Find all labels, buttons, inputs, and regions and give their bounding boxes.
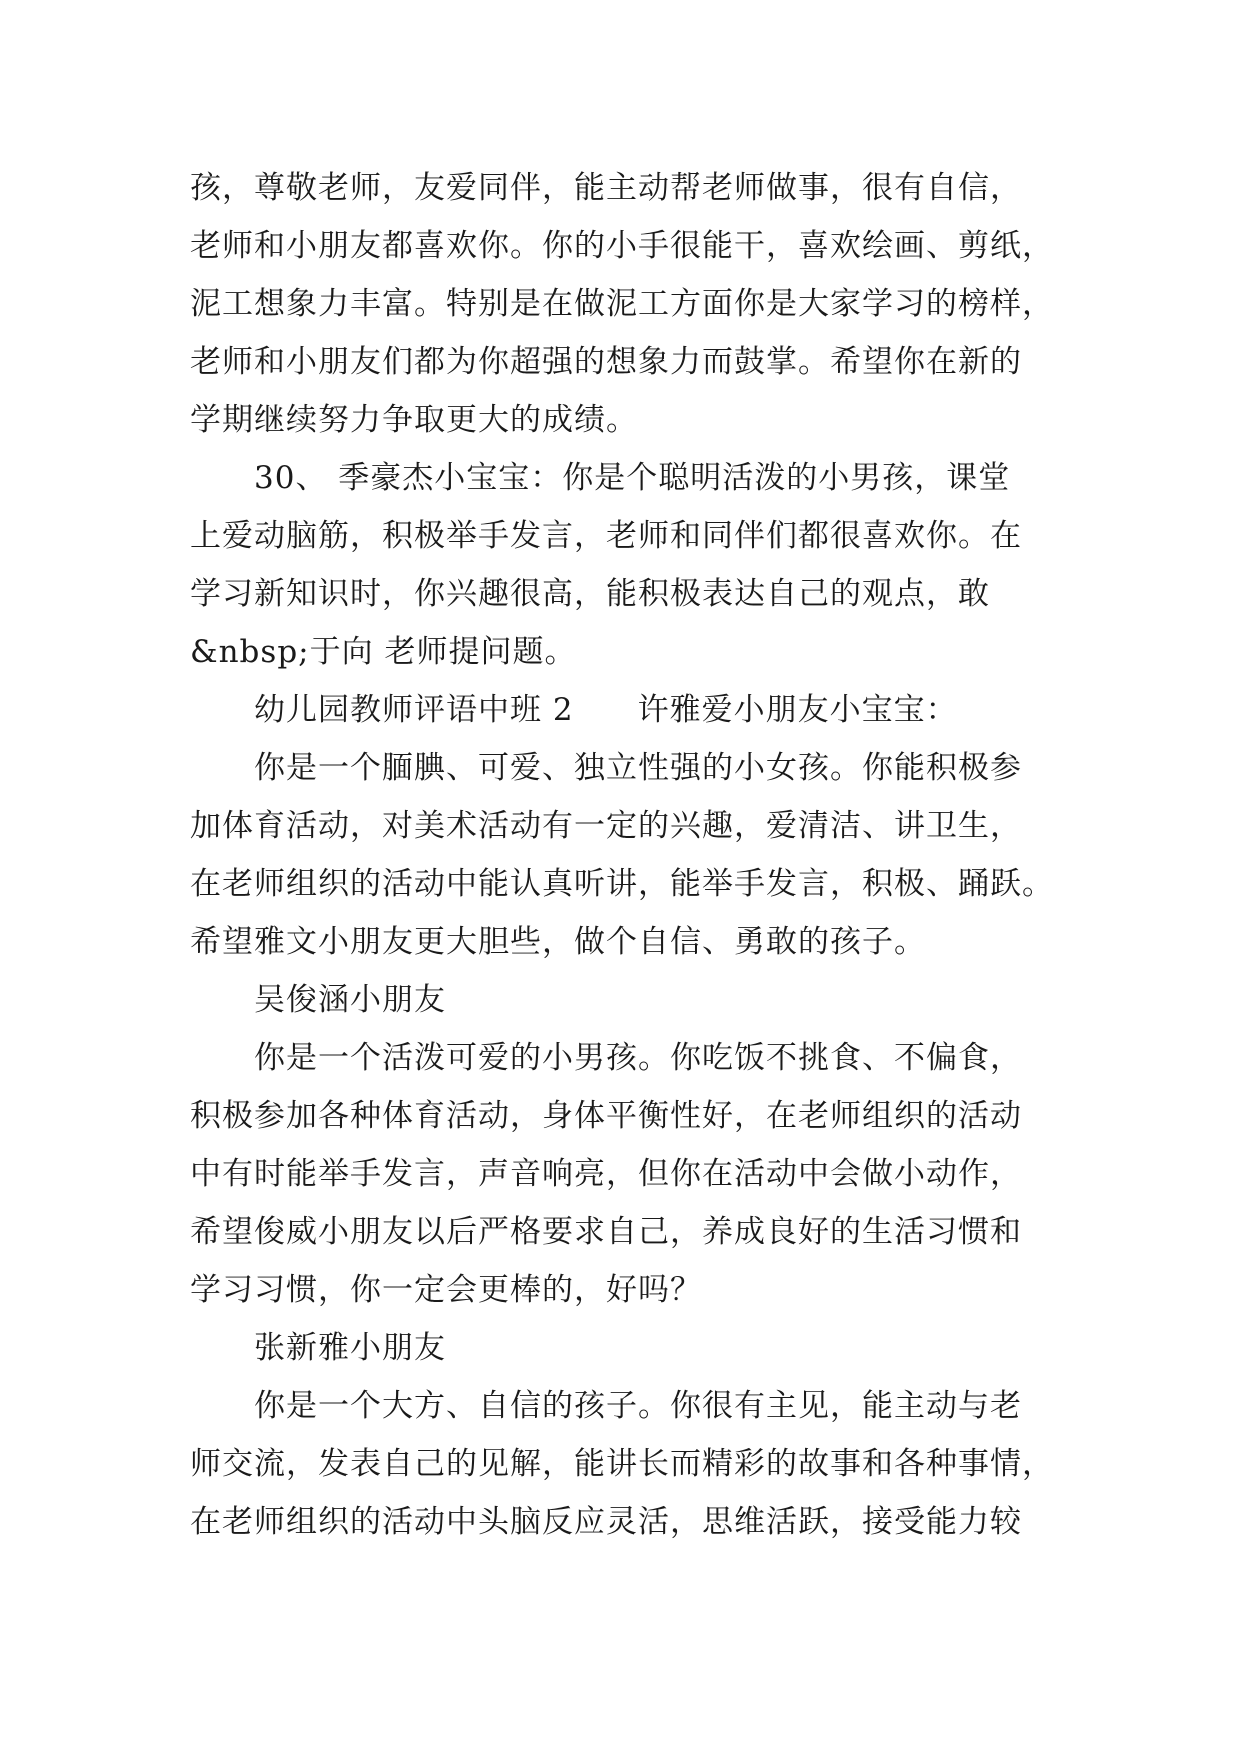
text-line: 30、 季豪杰小宝宝：你是个聪明活泼的小男孩，课堂 — [254, 460, 1011, 496]
text-line: 老师和小朋友们都为你超强的想象力而鼓掌。希望你在新的 — [190, 344, 1022, 380]
text-line: 在老师组织的活动中能认真听讲，能举手发言，积极、踊跃。 — [190, 866, 1054, 902]
heading-line: 幼儿园教师评语中班 2 许雅爱小朋友小宝宝： — [254, 692, 958, 728]
text-line: 老师和小朋友都喜欢你。你的小手很能干，喜欢绘画、剪纸， — [190, 228, 1054, 264]
text-line: 你是一个腼腆、可爱、独立性强的小女孩。你能积极参 — [254, 750, 1022, 786]
text-line: 学习习惯，你一定会更棒的，好吗？ — [190, 1272, 702, 1308]
child-name-heading: 吴俊涵小朋友 — [254, 982, 446, 1018]
text-line: 希望俊威小朋友以后严格要求自己，养成良好的生活习惯和 — [190, 1214, 1022, 1250]
text-line: &nbsp;于向 老师提问题。 — [190, 634, 577, 670]
child-name-heading: 张新雅小朋友 — [254, 1330, 446, 1366]
text-line: 加体育活动，对美术活动有一定的兴趣，爱清洁、讲卫生， — [190, 808, 1022, 844]
text-line: 你是一个活泼可爱的小男孩。你吃饭不挑食、不偏食， — [254, 1040, 1022, 1076]
text-line: 希望雅文小朋友更大胆些，做个自信、勇敢的孩子。 — [190, 924, 926, 960]
text-line: 泥工想象力丰富。特别是在做泥工方面你是大家学习的榜样， — [190, 286, 1054, 322]
text-line: 孩，尊敬老师，友爱同伴，能主动帮老师做事，很有自信， — [190, 170, 1022, 206]
text-line: 学期继续努力争取更大的成绩。 — [190, 402, 638, 438]
text-line: 上爱动脑筋，积极举手发言，老师和同伴们都很喜欢你。在 — [190, 518, 1022, 554]
text-line: 学习新知识时，你兴趣很高，能积极表达自己的观点，敢 — [190, 576, 990, 612]
text-line: 积极参加各种体育活动，身体平衡性好，在老师组织的活动 — [190, 1098, 1022, 1134]
text-line: 师交流，发表自己的见解，能讲长而精彩的故事和各种事情， — [190, 1446, 1054, 1482]
text-line: 在老师组织的活动中头脑反应灵活，思维活跃，接受能力较 — [190, 1504, 1022, 1540]
text-line: 中有时能举手发言，声音响亮，但你在活动中会做小动作， — [190, 1156, 1022, 1192]
text-line: 你是一个大方、自信的孩子。你很有主见，能主动与老 — [254, 1388, 1022, 1424]
